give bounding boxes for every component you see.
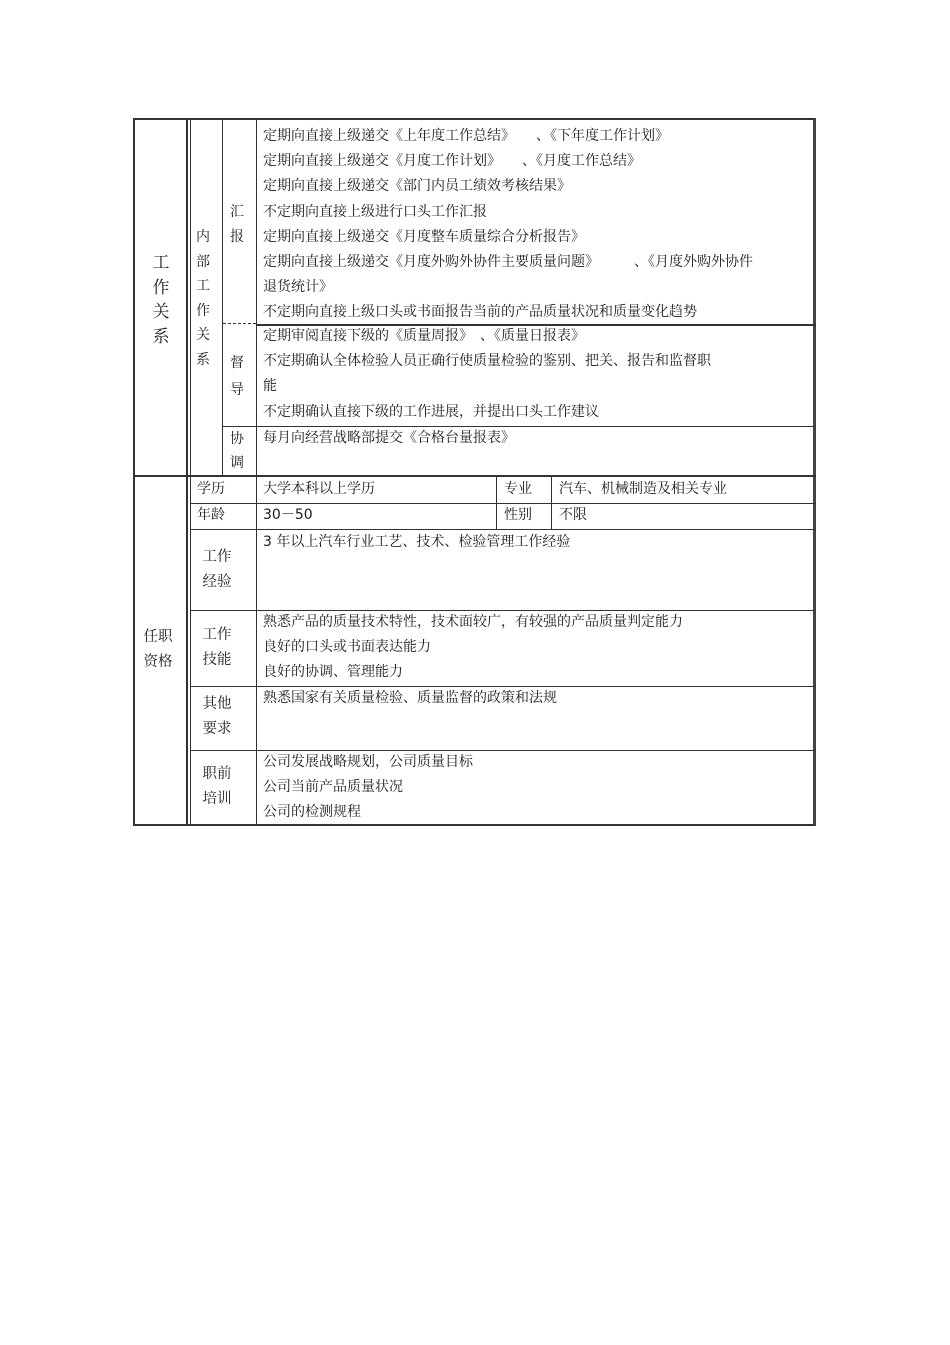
list-item: 定期向直接上级递交《月度外购外协件主要质量问题》 、《月度外购外协件 [263, 254, 753, 271]
list-item: 每月向经营战略部提交《合格台量报表》 [263, 430, 515, 446]
internal-relations-label: 内 部 工 作 关 系 [196, 229, 210, 368]
supervise-lines [263, 324, 711, 425]
list-item: 3 年以上汽车行业工艺、技术、检验管理工作经验 [263, 534, 571, 550]
divider [190, 120, 191, 826]
major-value: 汽车、机械制造及相关专业 [559, 481, 727, 497]
report-label: 汇 报 [230, 204, 244, 245]
list-item: 不定期向直接上级进行口头工作汇报 [263, 203, 487, 220]
list-item: 定期向直接上级递交《月度整车质量综合分析报告》 [263, 228, 585, 245]
gender-value: 不限 [559, 507, 587, 523]
list-item: 能 [263, 378, 277, 395]
list-item: 熟悉产品的质量技术特性，技术面较广，有较强的产品质量判定能力 [263, 614, 683, 630]
experience-label: 工作 经验 [202, 549, 232, 590]
work-relations-section-label: 工 作 关 系 [152, 253, 170, 347]
list-item: 不定期确认直接下级的工作进展，并提出口头工作建议 [263, 403, 599, 420]
coordinate-label: 协 调 [230, 431, 244, 471]
skills-label: 工作 技能 [202, 627, 232, 668]
gender-label: 性别 [504, 507, 532, 523]
age-value: 30－50 [263, 507, 313, 523]
list-item: 定期向直接上级递交《部门内员工绩效考核结果》 [263, 178, 571, 195]
education-value: 大学本科以上学历 [263, 481, 375, 497]
divider [223, 323, 256, 325]
training-lines [263, 750, 473, 826]
training-label: 职前 培训 [202, 766, 232, 807]
list-item: 公司的检测规程 [263, 804, 361, 821]
age-label: 年龄 [197, 507, 225, 523]
list-item: 良好的协调、管理能力 [263, 664, 403, 681]
list-item: 良好的口头或书面表达能力 [263, 639, 431, 656]
other-requirements-lines [263, 686, 557, 711]
experience-lines [263, 530, 570, 555]
education-label: 学历 [197, 481, 225, 497]
qualifications-section-label: 任职 资格 [143, 629, 173, 670]
divider [222, 120, 223, 476]
list-item: 公司发展战略规划，公司质量目标 [263, 754, 473, 770]
divider [256, 120, 257, 826]
skills-lines [263, 610, 683, 686]
supervise-label: 督 导 [230, 355, 244, 398]
list-item: 不定期确认全体检验人员正确行使质量检验的鉴别、把关、报告和监督职 [263, 353, 711, 370]
list-item: 不定期向直接上级口头或书面报告当前的产品质量状况和质量变化趋势 [263, 304, 697, 321]
list-item: 定期向直接上级递交《上年度工作总结》 、《下年度工作计划》 [263, 128, 669, 144]
report-lines [263, 124, 753, 326]
coordinate-lines [263, 426, 515, 451]
other-requirements-label: 其他 要求 [202, 696, 232, 737]
list-item: 定期审阅直接下级的《质量周报》 、《质量日报表》 [263, 328, 585, 344]
divider [186, 120, 188, 826]
list-item: 公司当前产品质量状况 [263, 779, 403, 796]
list-item: 退货统计》 [263, 279, 333, 296]
major-label: 专业 [504, 481, 532, 497]
list-item: 定期向直接上级递交《月度工作计划》 、《月度工作总结》 [263, 153, 641, 170]
job-description-table [133, 118, 816, 826]
list-item: 熟悉国家有关质量检验、质量监督的政策和法规 [263, 690, 557, 706]
